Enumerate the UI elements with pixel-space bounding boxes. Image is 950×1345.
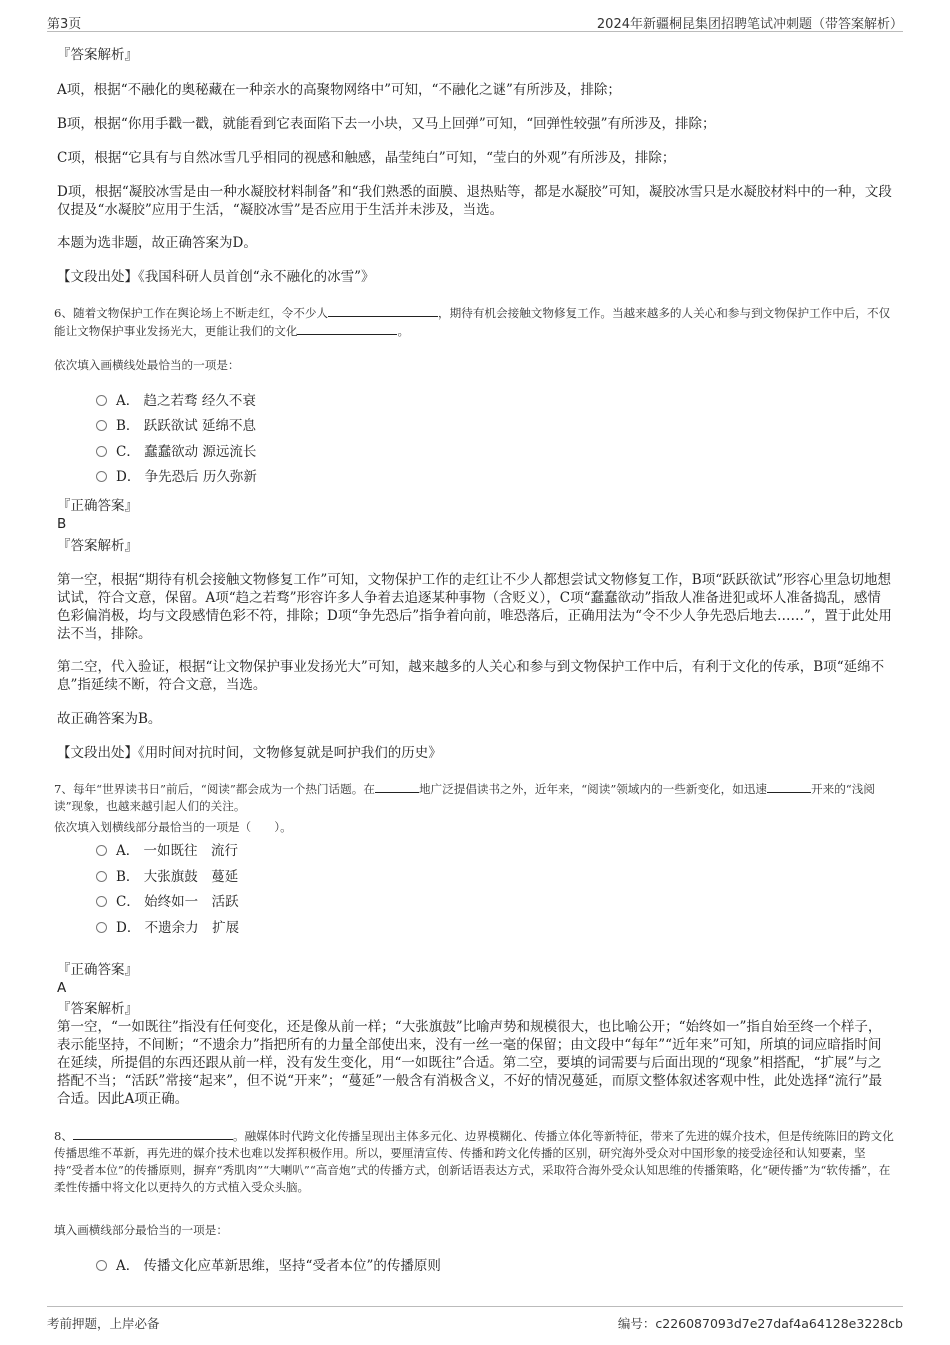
q5-analysis-label: 『答案解析』 bbox=[57, 47, 138, 63]
radio-icon[interactable] bbox=[96, 922, 107, 933]
radio-icon[interactable] bbox=[96, 1260, 107, 1271]
q6-stem-part2: ，期待有机会接触文物修复工作。当越来越多的人关心和参与到文物保护工作中后，不仅能让文物保护事业发扬光大，更能让我们的文化 bbox=[54, 306, 891, 338]
q6-option-b[interactable]: B． 跃跃欲试 延绵不息 bbox=[96, 416, 256, 436]
page-header bbox=[47, 11, 903, 32]
q7-instruction: 依次填入划横线部分最恰当的一项是（ ）。 bbox=[54, 820, 292, 834]
q6-answer-label: 『正确答案』 bbox=[57, 498, 138, 514]
q8-stem bbox=[54, 1127, 894, 1196]
document-code: 编号：c226087093d7e27daf4a64128e3228cb bbox=[617, 1316, 903, 1331]
page-footer bbox=[47, 1306, 903, 1329]
radio-icon[interactable] bbox=[96, 420, 107, 431]
q7-analysis-label: 『答案解析』 bbox=[57, 1001, 138, 1017]
q5-conclusion: 本题为选非题，故正确答案为D。 bbox=[57, 235, 257, 251]
q5-analysis-a: A项，根据“不融化的奥秘藏在一种亲水的高聚物网络中”可知，“不融化之谜”有所涉及，排除； bbox=[57, 82, 621, 98]
radio-icon[interactable] bbox=[96, 446, 107, 457]
q6-blank-1 bbox=[328, 304, 438, 317]
q6-source: 【文段出处】《用时间对抗时间，文物修复就是呵护我们的历史》 bbox=[57, 745, 442, 761]
q6-analysis-p1: 第一空，根据“期待有机会接触文物修复工作”可知，文物保护工作的走红让不少人都想尝试文物修复工作，B项“跃跃欲试”形容心里急切地想试试，符合文意，保留。A项“趋之若骛”形容许多人争着去追逐某种事物（含贬义），C项“蠢蠢欲动”指敌人准备进犯或坏人准备捣乱，感情色彩偏消极，均与文段感情色彩不符，排除；D项“争先恐后”指争着向前，唯恐落后，正确用法为“令不少人争先恐后地去……”，置于此处用法不当，排除。 bbox=[57, 572, 892, 642]
q7-answer: A bbox=[57, 980, 67, 996]
q7-stem bbox=[54, 780, 894, 815]
q6-stem-part1: 6、随着文物保护工作在舆论场上不断走红，令不少人 bbox=[54, 306, 329, 320]
q6-stem-part3: 。 bbox=[397, 324, 410, 338]
q7-option-c[interactable]: C． 始终如一 活跃 bbox=[96, 892, 239, 912]
q7-option-a[interactable]: A． 一如既往 流行 bbox=[96, 841, 238, 861]
radio-icon[interactable] bbox=[96, 896, 107, 907]
q7-option-d[interactable]: D． 不遗余力 扩展 bbox=[96, 918, 239, 938]
radio-icon[interactable] bbox=[96, 471, 107, 482]
radio-icon[interactable] bbox=[96, 395, 107, 406]
document-title: 2024年新疆桐昆集团招聘笔试冲刺题（带答案解析） bbox=[596, 17, 903, 32]
q5-source: 【文段出处】《我国科研人员首创“永不融化的冰雪”》 bbox=[57, 269, 375, 285]
q7-stem-part1: 7、每年“世界读书日”前后，“阅读”都会成为一个热门话题。在 bbox=[54, 782, 375, 796]
q7-answer-label: 『正确答案』 bbox=[57, 962, 138, 978]
q6-analysis-p2: 第二空，代入验证，根据“让文物保护事业发扬光大”可知，越来越多的人关心和参与到文物保护工作中后，有利于文化的传承，B项“延绵不息”指延续不断，符合文意，当选。 bbox=[57, 659, 885, 693]
q8-option-a[interactable]: A． 传播文化应革新思维，坚持“受者本位”的传播原则 bbox=[96, 1256, 441, 1276]
q8-blank-1 bbox=[73, 1127, 233, 1140]
radio-icon[interactable] bbox=[96, 871, 107, 882]
radio-icon[interactable] bbox=[96, 845, 107, 856]
footer-slogan: 考前押题，上岸必备 bbox=[47, 1316, 160, 1331]
q7-analysis-p1: 第一空，“一如既往”指没有任何变化，还是像从前一样；“大张旗鼓”比喻声势和规模很大，也比喻公开；“始终如一”指自始至终一个样子，表示能坚持，不间断；“不遗余力”指把所有的力量全部使出来，没有一丝一毫的保留；由文段中“每年”“近年来”可知，所填的词应暗指时间在延续，所提倡的东西还跟从前一样，没有发生变化，用“一如既往”合适。第二空，要填的词需要与后面出现的“现象”相搭配，“扩展”与之搭配不当；“活跃”常接“起来”，但不说“开来”；“蔓延”一般含有消极含义，不好的情况蔓延，而原文整体叙述客观中性，此处选择“流行”最合适。因此A项正确。 bbox=[57, 1019, 883, 1107]
q6-conclusion: 故正确答案为B。 bbox=[57, 711, 162, 727]
q6-analysis-label: 『答案解析』 bbox=[57, 538, 138, 554]
q7-option-b[interactable]: B． 大张旗鼓 蔓延 bbox=[96, 867, 238, 887]
q8-instruction: 填入画横线部分最恰当的一项是： bbox=[54, 1223, 228, 1237]
q5-analysis-c: C项，根据“它具有与自然冰雪几乎相同的视感和触感，晶莹纯白”可知，“莹白的外观”有所涉及，排除； bbox=[57, 150, 676, 166]
q5-analysis-b: B项，根据“你用手戳一戳，就能看到它表面陷下去一小块，又马上回弹”可知，“回弹性较强”有所涉及，排除； bbox=[57, 116, 716, 132]
q6-option-d[interactable]: D． 争先恐后 历久弥新 bbox=[96, 467, 257, 487]
q7-blank-1 bbox=[375, 780, 419, 793]
q7-blank-2 bbox=[767, 780, 811, 793]
q6-option-c[interactable]: C． 蠢蠢欲动 源远流长 bbox=[96, 442, 256, 462]
q6-option-a[interactable]: A． 趋之若骛 经久不衰 bbox=[96, 391, 256, 411]
q6-blank-2 bbox=[297, 322, 397, 335]
q7-stem-part3: 开来的“浅阅读”现象，也越来越引起人们的关注。 bbox=[54, 782, 875, 813]
page-number: 第3页 bbox=[47, 17, 82, 32]
q6-stem bbox=[54, 304, 894, 340]
q8-stem-part1: 8、 bbox=[54, 1129, 73, 1143]
q8-stem-part2: 。融媒体时代跨文化传播呈现出主体多元化、边界模糊化、传播立体化等新特征，带来了先进的媒介技术，但是传统陈旧的跨文化传播思维不革新，再先进的媒介技术也难以发挥积极作用。所以，要厘清宣传、传播和跨文化传播的区别，研究海外受众对中国形象的接受途径和认知要素，坚持“受者本位”的传播原则，摒弃“秀肌肉”“大喇叭”“高音炮”式的传播方式，创新话语表达方式，采取符合海外受众认知思维的传播策略，化“硬传播”为“软传播”，在柔性传播中将文化以更持久的方式植入受众头脑。 bbox=[54, 1129, 894, 1194]
q6-instruction: 依次填入画横线处最恰当的一项是： bbox=[54, 358, 240, 372]
q5-analysis-d: D项，根据“凝胶冰雪是由一种水凝胶材料制备”和“我们熟悉的面膜、退热贴等，都是水凝胶”可知，凝胶冰雪只是水凝胶材料中的一种，文段仅提及“水凝胶”应用于生活，“凝胶冰雪”是否应用于生活并未涉及，当选。 bbox=[57, 184, 892, 218]
q7-stem-part2: 地广泛提倡读书之外，近年来，“阅读”领域内的一些新变化，如迅速 bbox=[418, 782, 768, 796]
q6-answer: B bbox=[57, 516, 67, 532]
